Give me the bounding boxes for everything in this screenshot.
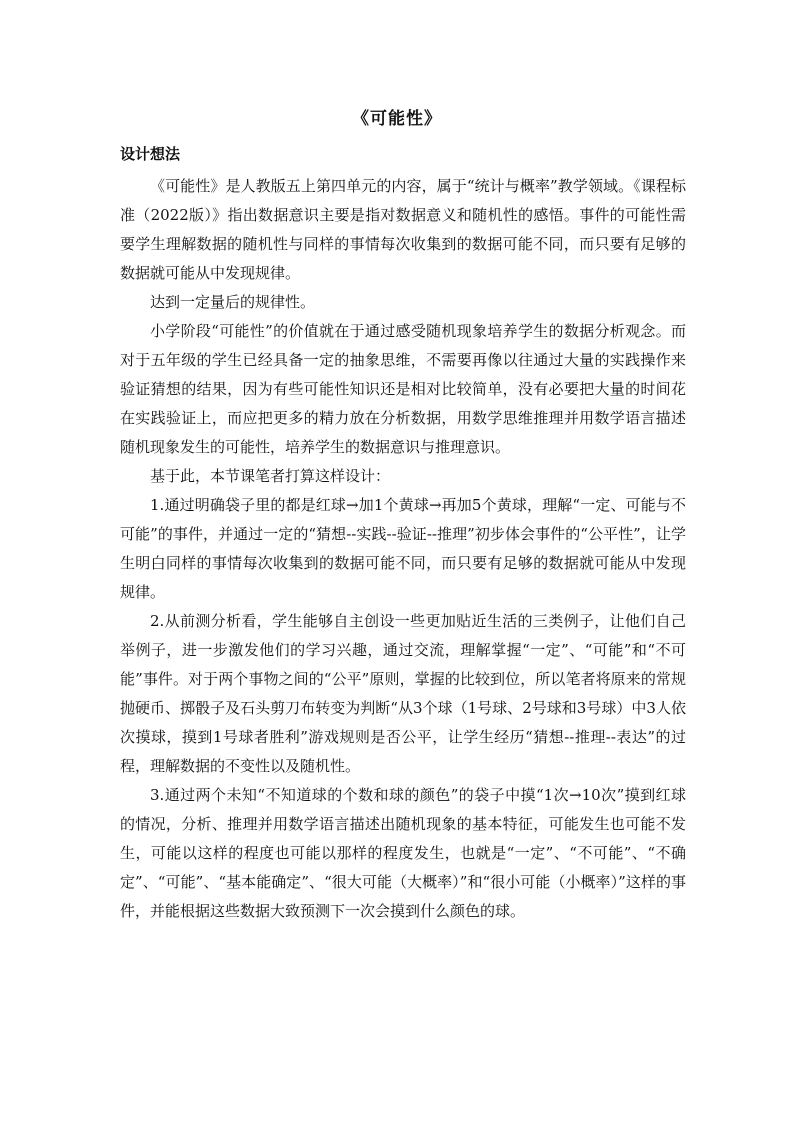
paragraph-7: 3.通过两个未知“不知道球的个数和球的颜色”的袋子中摸“1次→10次”摸到红球的情况，分析、推理并用数学语言描述出随机现象的基本特征，可能发生也可能不发生，可能以这样的程度也可能以那样的程度发生，也就是“一定”、“不可能”、“不确定”、“可能”、“基本能确定”、“很大可能（大概率）”和“很小可能（小概率）”这样的事件，并能根据这些数据大致预测下一次会摸到什么颜色的球。 xyxy=(120,786,686,920)
document-body xyxy=(120,172,686,926)
document-title: 《可能性》 xyxy=(352,109,442,129)
paragraph-1: 《可能性》是人教版五上第四单元的内容，属于“统计与概率”教学领域。《课程标准（2022版）》指出数据意识主要是指对数据意义和随机性的感悟。事件的可能性需要学生理解数据的随机性与同样的事情每次收集到的数据可能不同，而只要有足够的数据就可能从中发现规律。 xyxy=(120,177,686,282)
paragraph-6: 2.从前测分析看，学生能够自主创设一些更加贴近生活的三类例子，让他们自己举例子，进一步激发他们的学习兴趣，通过交流，理解掌握“一定”、“可能”和“不可能”事件。对于两个事物之间的“公平”原则，掌握的比较到位，所以笔者将原来的常规抛硬币、掷骰子及石头剪刀布转变为判断“从3个球（1号球、2号球和3号球）中3人依次摸球，摸到1号球者胜利”游戏规则是否公平，让学生经历“猜想--推理--表达”的过程，理解数据的不变性以及随机性。 xyxy=(120,612,686,775)
paragraph-4: 基于此，本节课笔者打算这样设计： xyxy=(150,467,391,485)
paragraph-5: 1.通过明确袋子里的都是红球→加1个黄球→再加5个黄球，理解“一定、可能与不可能”的事件，并通过一定的“猜想--实践--验证--推理”初步体会事件的“公平性”，让学生明白同样的事情每次收集到的数据可能不同，而只要有足够的数据就可能从中发现规律。 xyxy=(120,496,686,601)
paragraph-2: 达到一定量后的规律性。 xyxy=(150,293,316,311)
section-heading: 设计想法 xyxy=(120,145,181,163)
paragraph-3: 小学阶段“可能性”的价值就在于通过感受随机现象培养学生的数据分析观念。而对于五年级的学生已经具备一定的抽象思维，不需要再像以往通过大量的实践操作来验证猜想的结果，因为有些可能性知识还是相对比较简单，没有必要把大量的时间花在实践验证上，而应把更多的精力放在分析数据，用数学思维推理并用数学语言描述随机现象发生的可能性，培养学生的数据意识与推理意识。 xyxy=(120,322,686,456)
